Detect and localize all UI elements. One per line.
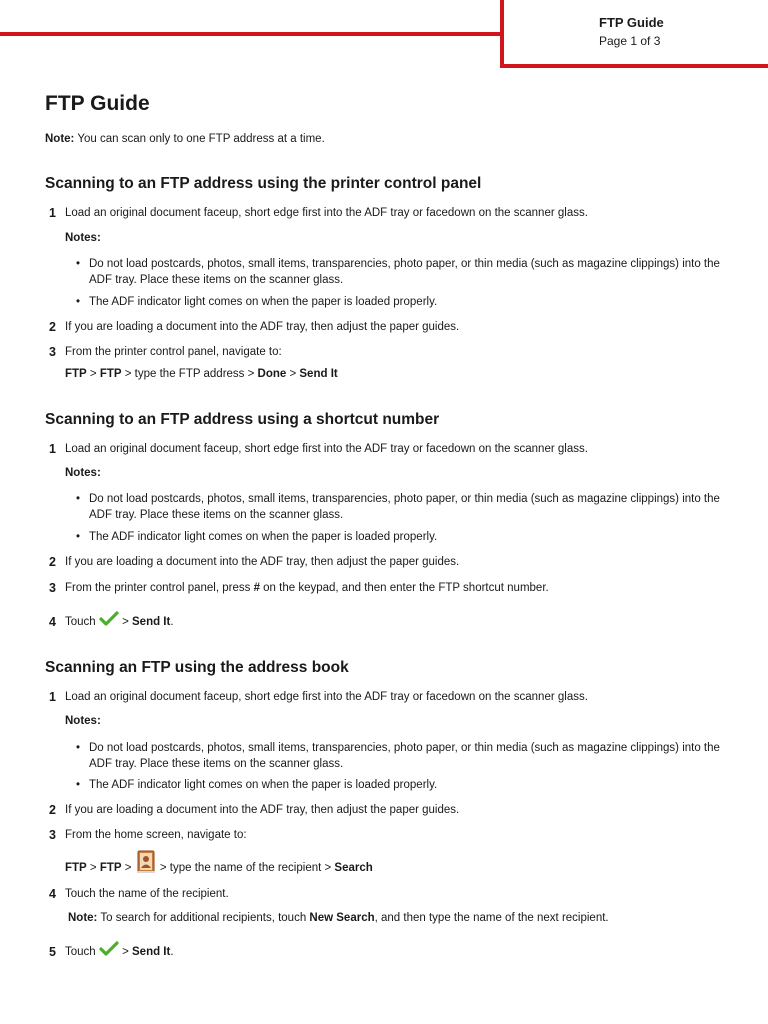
- step-number: 2: [49, 555, 56, 569]
- bullet-text: Do not load postcards, photos, small items, transparencies, photo paper, or thin media (such as magazine clippings) into the ADF tray. Place these items on the scanner glass.: [89, 493, 720, 521]
- bullet-text: Do not load postcards, photos, small items, transparencies, photo paper, or thin media (such as magazine clippings) into the ADF tray. Place these items on the scanner glass.: [89, 258, 720, 286]
- step-number: 2: [49, 320, 56, 334]
- menu-path: FTP > FTP > type the FTP address > Done > Send It: [65, 368, 338, 380]
- bullet: •: [76, 742, 81, 754]
- step-text: From the home screen, navigate to:: [65, 829, 247, 841]
- step-number: 1: [49, 690, 56, 704]
- step-text: Load an original document faceup, short edge first into the ADF tray or facedown on the scanner glass.: [65, 691, 588, 703]
- note-label: Note:: [45, 133, 75, 145]
- menu-path: FTP > FTP > > type the name of the recipient > Search: [65, 860, 373, 876]
- step-number: 2: [49, 803, 56, 817]
- bullet-text: Do not load postcards, photos, small items, transparencies, photo paper, or thin media (such as magazine clippings) into the ADF tray. Place these items on the scanner glass.: [89, 742, 720, 770]
- note-text: You can scan only to one FTP address at a time.: [74, 133, 325, 145]
- step-number: 1: [49, 206, 56, 220]
- step-text: From the printer control panel, navigate to:: [65, 346, 282, 358]
- step-note: Note: To search for additional recipients, touch New Search, and then type the name of the next recipient.: [68, 912, 609, 924]
- section-heading: Scanning to an FTP address using a shortcut number: [45, 411, 440, 428]
- step-text: Touch > Send It.: [65, 614, 174, 630]
- bullet-text: The ADF indicator light comes on when the paper is loaded properly.: [89, 779, 438, 791]
- page-title: FTP Guide: [45, 92, 150, 115]
- step-number: 3: [49, 581, 56, 595]
- step-number: 3: [49, 345, 56, 359]
- step-number: 1: [49, 442, 56, 456]
- notes-label: Notes:: [65, 715, 101, 727]
- intro-note: [45, 131, 325, 147]
- bullet: •: [76, 258, 81, 270]
- step-number: 5: [49, 945, 56, 959]
- header-box: [500, 0, 768, 68]
- step-text: Touch the name of the recipient.: [65, 888, 229, 900]
- checkmark-icon: [99, 611, 119, 627]
- notes-label: Notes:: [65, 467, 101, 479]
- notes-label: Notes:: [65, 232, 101, 244]
- step-text: Load an original document faceup, short edge first into the ADF tray or facedown on the scanner glass.: [65, 443, 588, 455]
- bullet: •: [76, 296, 81, 308]
- address-book-icon: [135, 850, 157, 874]
- bullet-text: The ADF indicator light comes on when the paper is loaded properly.: [89, 296, 438, 308]
- step-number: 4: [49, 887, 56, 901]
- step-number: 3: [49, 828, 56, 842]
- step-text: If you are loading a document into the ADF tray, then adjust the paper guides.: [65, 556, 460, 568]
- section-heading: Scanning an FTP using the address book: [45, 659, 349, 676]
- bullet: •: [76, 493, 81, 505]
- step-text: If you are loading a document into the ADF tray, then adjust the paper guides.: [65, 321, 460, 333]
- step-text: If you are loading a document into the ADF tray, then adjust the paper guides.: [65, 804, 460, 816]
- bullet: •: [76, 779, 81, 791]
- header-rule: [0, 32, 503, 36]
- bullet: •: [76, 531, 81, 543]
- bullet-text: The ADF indicator light comes on when the paper is loaded properly.: [89, 531, 438, 543]
- checkmark-icon: [99, 941, 119, 957]
- step-number: 4: [49, 615, 56, 629]
- section-heading: Scanning to an FTP address using the printer control panel: [45, 175, 482, 192]
- step-text: From the printer control panel, press # on the keypad, and then enter the FTP shortcut number.: [65, 582, 549, 594]
- page-number: Page 1 of 3: [599, 34, 661, 48]
- step-text: Load an original document faceup, short edge first into the ADF tray or facedown on the scanner glass.: [65, 207, 588, 219]
- step-text: Touch > Send It.: [65, 944, 174, 960]
- header-title: FTP Guide: [599, 15, 664, 30]
